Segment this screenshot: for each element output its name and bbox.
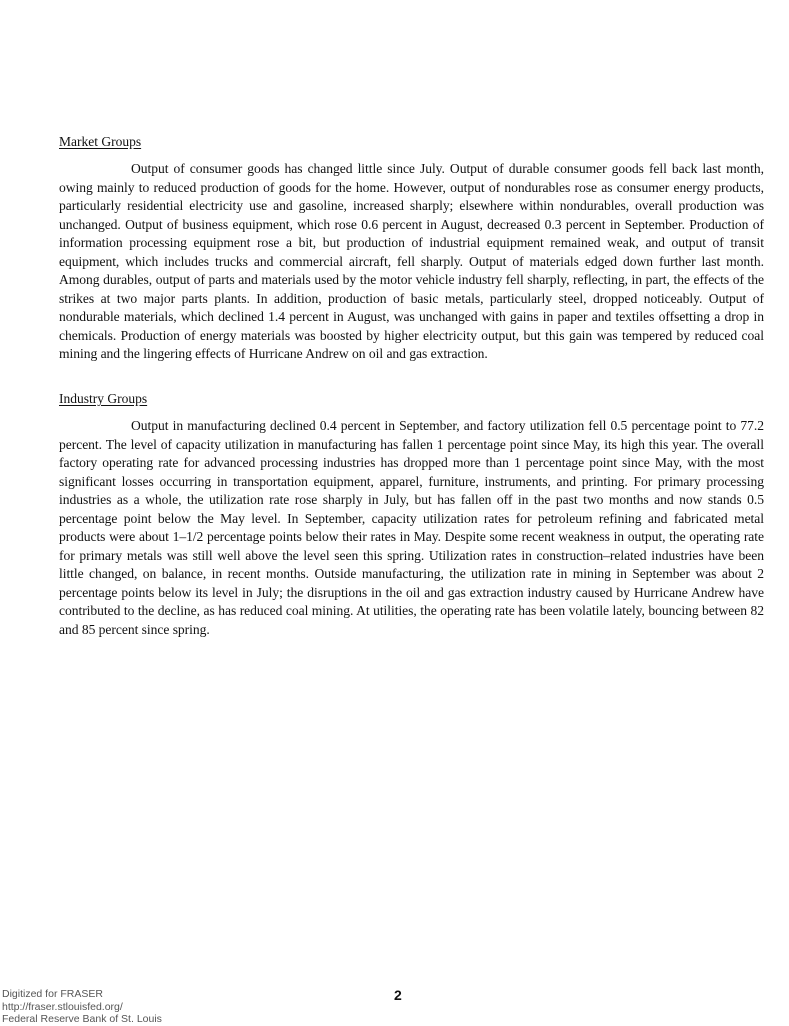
- paragraph-market-groups: Output of consumer goods has changed little since July. Output of durable consumer goods fell back last month, owing mainly to reduced production of goods for the home. However, output of nondurables rose as consumer energy products, particularly residential electricity use and gasoline, increased sharply; elsewhere within nondurables, overall production was unchanged. Output of business equipment, which rose 0.6 percent in August, decreased 0.3 percent in September. Production of information processing equipment rose a bit, but production of industrial equipment remained weak, and output of transit equipment, which includes trucks and commercial aircraft, fell sharply. Output of materials edged down further last month. Among durables, output of parts and materials used by the motor vehicle industry fell sharply, reflecting, in part, the effects of the strikes at two major parts plants. In addition, production of basic metals, particularly steel, dropped noticeably. Output of nondurable materials, which declined 1.4 percent in August, was unchanged with gains in paper and textiles offsetting a drop in chemicals. Production of energy materials was boosted by higher electricity output, but this gain was tempered by reduced coal mining and the lingering effects of Hurricane Andrew on oil and gas extraction.: [59, 161, 764, 361]
- footer-url-line: http://fraser.stlouisfed.org/: [2, 1000, 123, 1013]
- page-number: 2: [394, 987, 402, 1003]
- fraser-footer: [2, 988, 162, 1026]
- section-heading-industry-groups: Industry Groups: [59, 391, 148, 406]
- section-heading-market-groups: Market Groups: [59, 134, 142, 149]
- footer-bank-line: Federal Reserve Bank of St. Louis: [2, 1013, 162, 1025]
- footer-digitized-line: Digitized for FRASER: [2, 988, 103, 1000]
- paragraph-industry-groups: Output in manufacturing declined 0.4 percent in September, and factory utilization fell 0.5 percentage point to 77.2 percent. The level of capacity utilization in manufacturing has fallen 1 percentage point since May, its high this year. The overall factory operating rate for advanced processing industries has dropped more than 1 percentage point since May, with the most significant losses occurring in transportation equipment, apparel, furniture, instruments, and printing. For primary processing industries as a whole, the utilization rate rose sharply in July, but has fallen off in the past two months and now stands 0.5 percentage point below the May level. In September, capacity utilization rates for petroleum refining and fabricated metal products were about 1–1/2 percentage points below their rates in May. Despite some recent weakness in output, the operating rate for primary metals was still well above the level seen this spring. Utilization rates in construction–related industries have been little changed, on balance, in recent months. Outside manufacturing, the utilization rate in mining in September was about 2 percentage points below its level in July; the disruptions in the oil and gas extraction industry caused by Hurricane Andrew have contributed to the decline, as has reduced coal mining. At utilities, the operating rate has been volatile lately, bouncing between 82 and 85 percent since spring.: [59, 418, 764, 637]
